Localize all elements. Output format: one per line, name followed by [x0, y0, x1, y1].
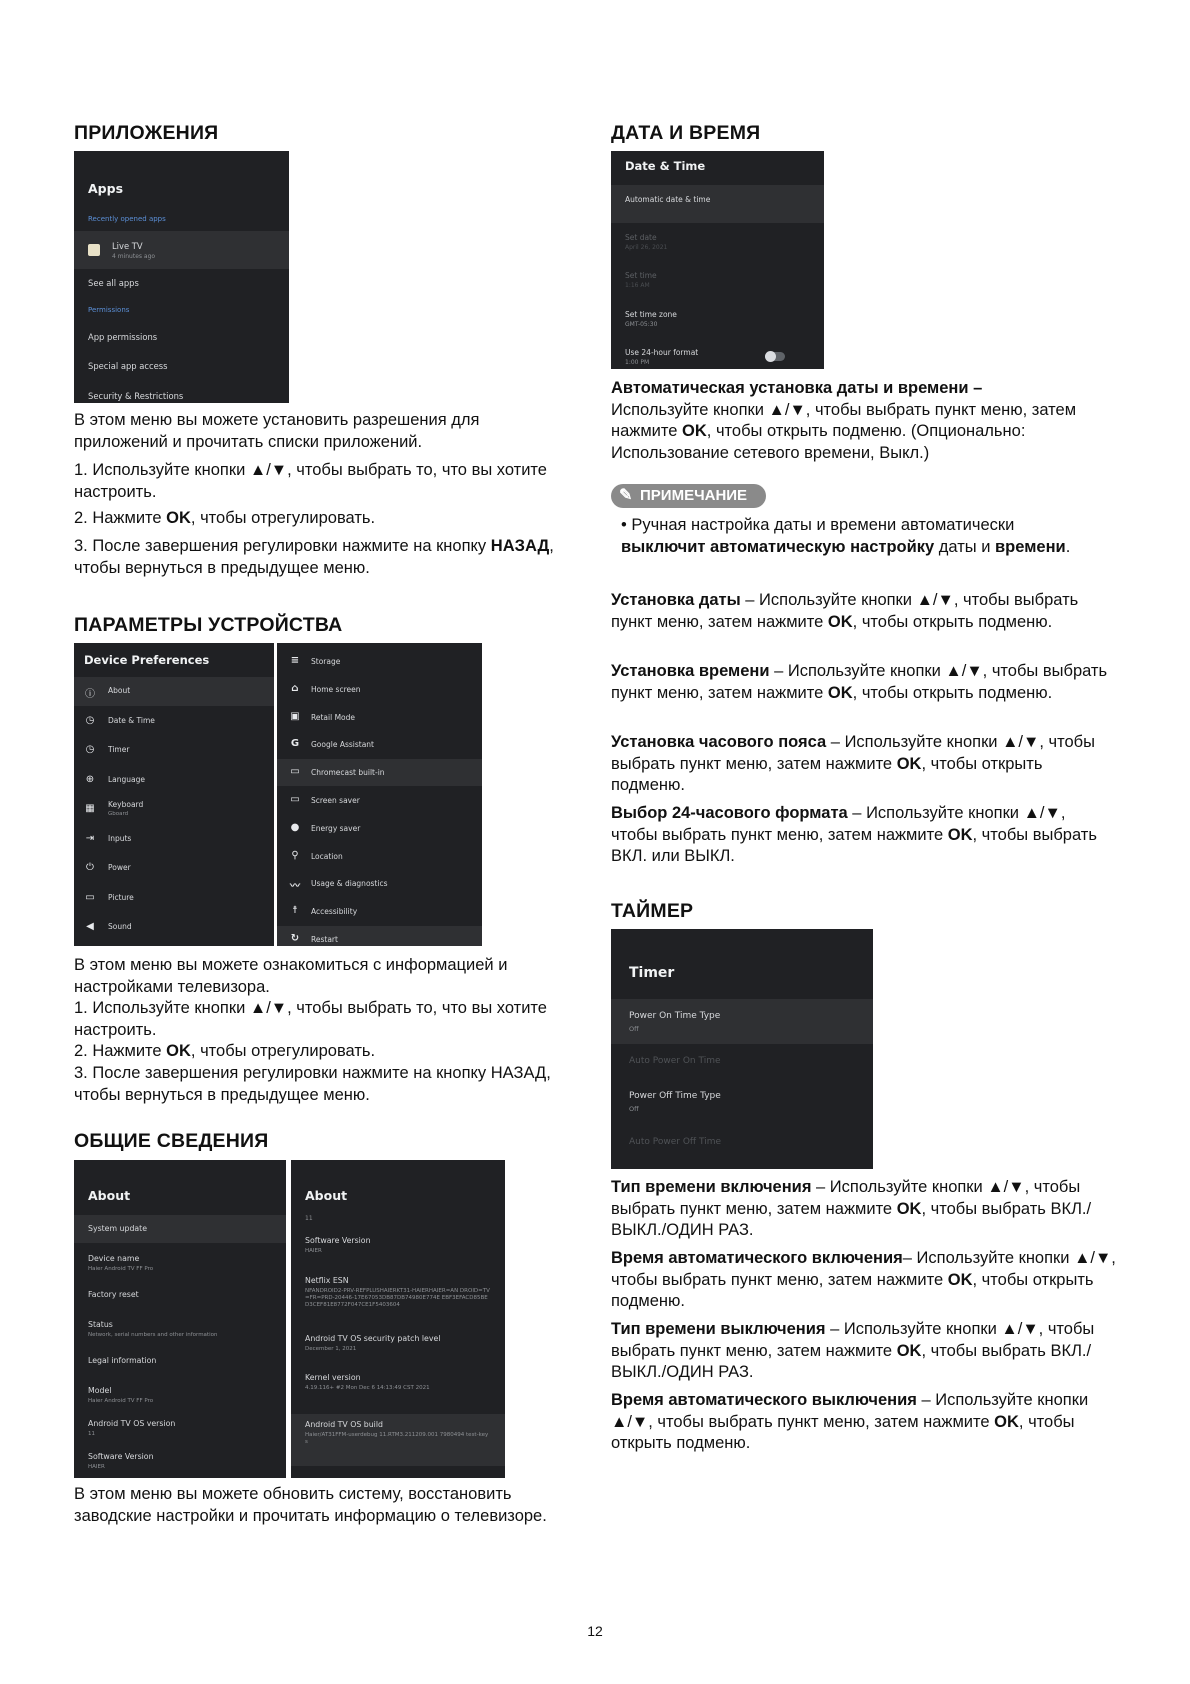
about-info-item[interactable]: [291, 1367, 505, 1407]
device-pref-label: Chromecast built-in: [311, 768, 385, 778]
set-date-text: Установка даты – Используйте кнопки ▲/▼, чтобы выбрать пункт меню, затем нажмите OK, чтобы открыть подменю.: [611, 591, 1079, 631]
set-timezone-text: Установка часового пояса – Используйте кнопки ▲/▼, чтобы выбрать пункт меню, затем нажмите OK, чтобы открыть подменю.: [611, 733, 1095, 794]
security-restrictions[interactable]: Security & Restrictions: [88, 391, 184, 401]
datetime-heading: ДАТА И ВРЕМЯ: [611, 122, 761, 144]
device-prefs-right-screenshot: [277, 643, 482, 946]
device-pref-item[interactable]: [277, 759, 482, 786]
about-item-label: Software Version: [88, 1452, 154, 1461]
auto-datetime-text: Автоматическая установка даты и времени – Используйте кнопки ▲/▼, чтобы выбрать пункт меню, затем нажмите OK, чтобы открыть подменю. (Опционально: Использование сетевого времени, Выкл.): [611, 379, 1077, 462]
screensaver-icon: ▭: [290, 794, 300, 805]
about-item-label: Status: [88, 1320, 113, 1329]
about-info-item[interactable]: [291, 1414, 505, 1466]
power-icon: ⏻: [86, 862, 94, 873]
about-info-value: December 1, 2021: [305, 1346, 357, 1352]
device-pref-item[interactable]: [277, 731, 482, 758]
page-number: 12: [587, 1623, 603, 1639]
device-pref-item[interactable]: [74, 766, 274, 795]
auto-power-on-time[interactable]: Auto Power On Time: [629, 1056, 721, 1066]
apps-step1: 1. Используйте кнопки ▲/▼, чтобы выбрать то, что вы хотите настроить.: [74, 461, 547, 501]
google-icon: G: [290, 738, 300, 750]
use-24-hour-format[interactable]: Use 24-hour format 1:00 PM: [625, 348, 699, 366]
device-pref-label: Sound: [108, 922, 132, 931]
about-info-label: Kernel version: [305, 1373, 361, 1382]
live-tv-label: Live TV: [112, 241, 143, 251]
about-item[interactable]: [74, 1215, 286, 1243]
apps-step3: 3. После завершения регулировки нажмите на кнопку НАЗАД, чтобы вернуться в предыдущее меню.: [74, 537, 554, 577]
device-pref-label: About: [108, 686, 131, 695]
device-pref-label: Location: [311, 851, 343, 861]
device-pref-label: Google Assistant: [311, 740, 374, 750]
about-item-label: Legal information: [88, 1356, 157, 1365]
monitor-icon: ▭: [85, 891, 95, 903]
store-icon: ▣: [290, 710, 300, 722]
device-pref-item[interactable]: [277, 676, 482, 703]
permissions-label: Permissions: [88, 306, 130, 314]
device-pref-label: Language: [108, 774, 146, 784]
about-item[interactable]: [74, 1380, 286, 1408]
device-pref-label: Timer: [108, 745, 130, 754]
about-info-item[interactable]: [291, 1328, 505, 1362]
accessibility-icon: ☨: [292, 905, 298, 917]
device-pref-item[interactable]: [74, 913, 274, 942]
recent-apps-label: Recently opened apps: [88, 215, 166, 223]
device-step2: 2. Нажмите OK, чтобы отрегулировать.: [74, 1042, 376, 1060]
device-pref-label: Picture: [108, 892, 134, 902]
device-pref-item[interactable]: [74, 854, 274, 883]
about-item[interactable]: [74, 1446, 286, 1474]
apps-screenshot: [74, 151, 289, 403]
about-right-title: About: [305, 1188, 348, 1203]
timer-screenshot: [611, 929, 873, 1169]
device-pref-label: Keyboard: [108, 800, 144, 809]
about-right-screenshot: [291, 1160, 505, 1478]
set-time-zone[interactable]: Set time zone GMT-05:30: [625, 310, 677, 328]
about-intro: В этом меню вы можете обновить систему, восстановить заводские настройки и прочитать информацию о телевизоре.: [74, 1485, 547, 1525]
device-pref-item[interactable]: [277, 648, 482, 675]
power-off-time-type[interactable]: Power Off Time Type Off: [629, 1091, 721, 1113]
device-pref-label: Date & Time: [108, 715, 155, 725]
device-pref-label: Usage & diagnostics: [311, 879, 388, 889]
timer-auto-on-text: Время автоматического включения– Используйте кнопки ▲/▼, чтобы выбрать пункт меню, затем нажмите OK, чтобы открыть подменю.: [611, 1249, 1116, 1310]
apps-intro: В этом меню вы можете установить разрешения для приложений и прочитать списки приложений.: [74, 411, 480, 451]
about-item[interactable]: [74, 1281, 286, 1309]
device-step1: 1. Используйте кнопки ▲/▼, чтобы выбрать то, что вы хотите настроить.: [74, 999, 547, 1039]
storage-icon: ≡: [290, 655, 300, 666]
automatic-date-time[interactable]: Automatic date & time: [611, 185, 824, 223]
about-info-value: Haier/AT31FFM-userdebug 11.RTM3.211209.001 7980494 test-keys: [305, 1432, 489, 1445]
device-pref-item[interactable]: [277, 815, 482, 842]
about-item-label: System update: [88, 1224, 148, 1233]
input-icon: ⇥: [85, 832, 95, 844]
about-item-label: Device name: [88, 1254, 140, 1263]
home-icon: ⌂: [291, 682, 299, 694]
about-item[interactable]: [74, 1347, 286, 1375]
restart-icon: ↻: [290, 933, 300, 944]
device-pref-label: Home screen: [311, 684, 361, 694]
special-app-access[interactable]: Special app access: [88, 361, 168, 371]
timer-auto-off-text: Время автоматического выключения – Используйте кнопки ▲/▼, чтобы выбрать пункт меню, затем нажмите OK, чтобы открыть подменю.: [611, 1391, 1089, 1452]
device-pref-label: Power: [108, 863, 131, 872]
info-icon: ⓘ: [85, 689, 95, 700]
about-info-value: NFANDROID2-PRV-REFPLUSHAIERKT31-HAIERHAIER=AN DROID=TV=FR=PRD-20446-17E67053DB87DB74980E774E EBF3EFACD85BED3CEF81E8772F047CE1F5403604: [305, 1288, 490, 1308]
device-prefs-title: Device Preferences: [84, 653, 210, 667]
about-item[interactable]: [74, 1413, 286, 1441]
set-time[interactable]: Set time 1:16 AM: [625, 271, 657, 289]
device-heading: ПАРАМЕТРЫ УСТРОЙСТВА: [74, 614, 343, 636]
device-step3: 3. После завершения регулировки нажмите на кнопку НАЗАД, чтобы вернуться в предыдущее меню.: [74, 1064, 551, 1104]
about-item[interactable]: [74, 1314, 286, 1342]
device-pref-item[interactable]: [74, 736, 274, 765]
auto-power-off-time[interactable]: Auto Power Off Time: [629, 1137, 721, 1147]
device-intro: В этом меню вы можете ознакомиться с информацией и настройками телевизора.: [74, 956, 508, 996]
timer-on-type-text: Тип времени включения – Используйте кнопки ▲/▼, чтобы выбрать пункт меню, затем нажмите OK, чтобы выбрать ВКЛ./ВЫКЛ./ОДИН РАЗ.: [611, 1178, 1092, 1239]
about-item-label: Android TV OS version: [88, 1419, 176, 1428]
device-pref-label: Accessibility: [311, 907, 358, 917]
device-pref-item[interactable]: [74, 884, 274, 913]
device-pref-item[interactable]: [277, 926, 482, 946]
device-pref-item[interactable]: [277, 843, 482, 870]
location-icon: ⚲: [291, 849, 299, 861]
device-pref-item[interactable]: [277, 870, 482, 897]
about-item-label: Model: [88, 1386, 112, 1395]
device-pref-item[interactable]: [277, 787, 482, 814]
device-pref-label: Retail Mode: [311, 712, 356, 722]
about-item-sub: Haier Android TV FF Pro: [88, 1266, 154, 1272]
datetime-title: Date & Time: [625, 159, 706, 173]
about-right-top: 11: [305, 1215, 313, 1222]
about-item-sub: Haier Android TV FF Pro: [88, 1398, 154, 1404]
device-pref-sub: Gboard: [108, 811, 129, 817]
timer-off-type-text: Тип времени выключения – Используйте кнопки ▲/▼, чтобы выбрать пункт меню, затем нажмите OK, чтобы выбрать ВКЛ./ВЫКЛ./ОДИН РАЗ.: [611, 1320, 1095, 1381]
apps-heading: ПРИЛОЖЕНИЯ: [74, 122, 219, 144]
speaker-icon: ◀: [86, 921, 94, 932]
live-tv-item[interactable]: [74, 231, 289, 269]
note-badge: [611, 484, 766, 508]
about-info-item[interactable]: [291, 1270, 505, 1318]
about-info-label: Android TV OS security patch level: [305, 1334, 441, 1343]
about-item-label: Factory reset: [88, 1290, 139, 1299]
timer-heading: ТАЙМЕР: [611, 900, 694, 922]
apps-title: Apps: [88, 181, 124, 196]
device-pref-item[interactable]: [74, 677, 274, 706]
set-time-text: Установка времени – Используйте кнопки ▲/▼, чтобы выбрать пункт меню, затем нажмите OK, чтобы открыть подменю.: [611, 662, 1108, 702]
about-info-item[interactable]: [291, 1230, 505, 1264]
keyboard-icon: ▦: [85, 803, 95, 814]
pencil-icon: ✎: [619, 487, 633, 504]
about-item-sub: 11: [88, 1431, 95, 1437]
datetime-screenshot: [611, 151, 824, 369]
set-date[interactable]: Set date April 26, 2021: [625, 233, 668, 251]
note-label: ПРИМЕЧАНИЕ: [640, 487, 748, 504]
about-info-label: Netflix ESN: [305, 1276, 349, 1285]
device-pref-label: Restart: [311, 935, 338, 944]
cast-icon: ▭: [290, 766, 300, 778]
device-pref-label: Energy saver: [311, 823, 361, 833]
device-pref-label: Inputs: [108, 833, 132, 843]
live-tv-icon: [88, 244, 100, 256]
about-info-label: Android TV OS build: [305, 1420, 383, 1429]
device-pref-item[interactable]: [277, 898, 482, 925]
about-item-sub: Network, serial numbers and other information: [88, 1332, 218, 1338]
bulb-icon: ●: [290, 821, 300, 833]
power-on-time-type[interactable]: Power On Time Type Off: [611, 999, 873, 1044]
about-item-sub: HAIER: [88, 1464, 105, 1470]
see-all-apps[interactable]: See all apps: [88, 278, 139, 288]
globe-icon: ⊕: [85, 773, 95, 785]
device-pref-item[interactable]: [74, 795, 274, 824]
24-hour-toggle[interactable]: [765, 352, 785, 361]
timer-icon: ◷: [85, 744, 95, 755]
about-item[interactable]: [74, 1248, 286, 1276]
device-pref-item[interactable]: [277, 704, 482, 731]
device-pref-label: Screen saver: [311, 796, 360, 805]
apps-step2: 2. Нажмите OK, чтобы отрегулировать.: [74, 509, 376, 527]
note-text: • Ручная настройка даты и времени автоматически выключит автоматическую настройку даты и времени.: [621, 516, 1071, 556]
about-info-value: 4.19.116+ #2 Mon Dec 6 14:13:49 CST 2021: [305, 1385, 430, 1391]
device-pref-item[interactable]: [74, 825, 274, 854]
timer-title: Timer: [629, 965, 675, 981]
device-pref-item[interactable]: [74, 707, 274, 736]
format-24h-text: Выбор 24-часового формата – Используйте кнопки ▲/▼, чтобы выбрать пункт меню, затем нажмите OK, чтобы выбрать ВКЛ. или ВЫКЛ.: [611, 804, 1097, 865]
device-prefs-left-screenshot: [74, 643, 274, 946]
device-pref-label: Storage: [311, 657, 341, 666]
clock-icon: ◷: [85, 714, 95, 726]
about-info-value: HAIER: [305, 1248, 322, 1254]
chart-icon: 〰: [290, 881, 300, 893]
app-permissions[interactable]: App permissions: [88, 332, 158, 342]
live-tv-time: 4 minutes ago: [112, 253, 156, 260]
about-left-title: About: [88, 1188, 131, 1203]
about-info-label: Software Version: [305, 1236, 371, 1245]
about-left-screenshot: [74, 1160, 286, 1478]
about-heading: ОБЩИЕ СВЕДЕНИЯ: [74, 1130, 269, 1152]
